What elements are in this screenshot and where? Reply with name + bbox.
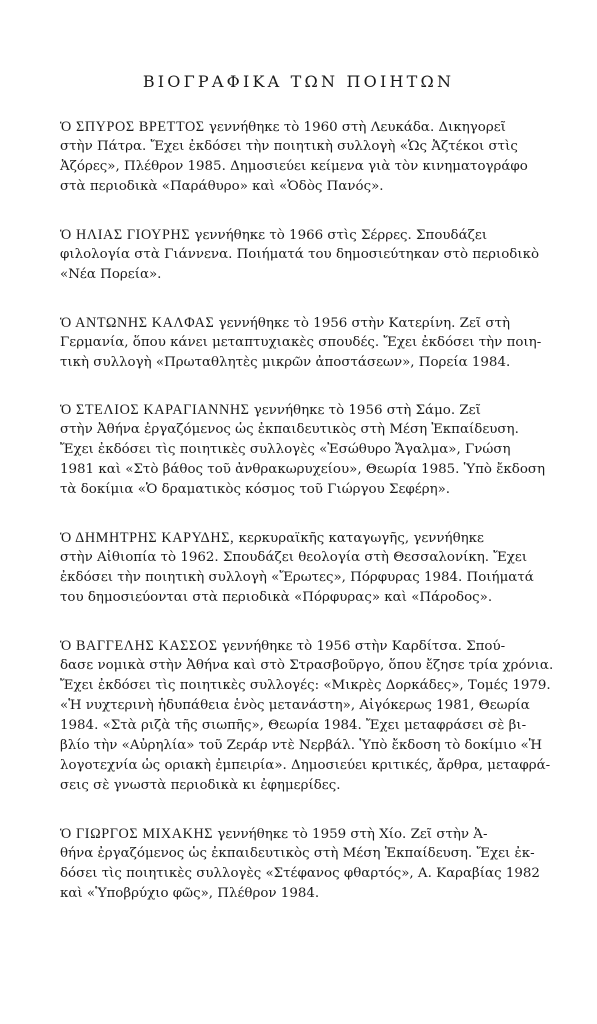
bio-line — [60, 400, 558, 420]
bio-line: φιλολογία στὰ Γιάννενα. Ποιήματά του δημοσιεύτηκαν στὸ περιοδικὸ — [60, 247, 540, 262]
bio-text: γεννήθηκε τὸ 1959 στὴ Χίο. Ζεῖ στὴν Ἀ- — [213, 827, 488, 842]
bio-entry — [60, 117, 558, 197]
bio-line — [60, 225, 558, 245]
bio-line: σεις σὲ γνωστὰ περιοδικὰ κι ἐφημερίδες. — [60, 778, 341, 793]
bio-text: γεννήθηκε τὸ 1966 στὶς Σέρρες. Σπουδάζει — [190, 228, 488, 243]
bio-line: Ἔχει ἐκδόσει τὶς ποιητικὲς συλλογές: «Μικρὲς Δορκάδες», Τομές 1979. — [60, 678, 551, 693]
bio-entry — [60, 636, 558, 796]
bio-line: βλίο τὴν «Αὐρηλία» τοῦ Ζεράρ ντὲ Νερβάλ. Ὑπὸ ἔκδοση τὸ δοκίμιο «Ἡ — [60, 738, 543, 753]
bio-line: τὰ δοκίμια «Ὁ δραματικὸς κόσμος τοῦ Γιώργου Σεφέρη». — [60, 482, 451, 497]
bio-line: στὴν Πάτρα. Ἔχει ἐκδόσει τὴν ποιητικὴ συλλογὴ «Ὡς Ἀζτέκοι στὶς — [60, 139, 518, 154]
bio-text: γεννήθηκε τὸ 1960 στὴ Λευκάδα. Δικηγορεῖ — [204, 120, 506, 135]
bio-line — [60, 636, 558, 656]
bio-line — [60, 528, 558, 548]
bio-line: του δημοσιεύονται στὰ περιοδικὰ «Πόρφυρας» καὶ «Πάροδος». — [60, 590, 493, 605]
bio-line: στὴν Αἰθιοπία τὸ 1962. Σπουδάζει θεολογία στὴ Θεσσαλονίκη. Ἔχει — [60, 550, 528, 565]
bio-line — [60, 313, 558, 333]
bio-entry — [60, 225, 558, 285]
bio-line: στὴν Ἀθήνα ἐργαζόμενος ὡς ἐκπαιδευτικὸς στὴ Μέση Ἐκπαίδευση. — [60, 422, 519, 437]
bio-line: «Νέα Πορεία». — [60, 267, 162, 282]
poet-name: Ὁ ΣΠΥΡΟΣ ΒΡΕΤΤΟΣ — [60, 119, 205, 135]
bio-line: Ἀζόρες», Πλέθρον 1985. Δημοσιεύει κείμενα γιὰ τὸν κινηματογράφο — [60, 159, 528, 174]
bio-line — [60, 824, 558, 844]
poet-name: Ὁ ΣΤΕΛΙΟΣ ΚΑΡΑΓΙΑΝΝΗΣ — [60, 402, 250, 418]
bio-line: Ἔχει ἐκδόσει τὶς ποιητικὲς συλλογὲς «Ἐσώθυρο Ἄγαλμα», Γνώση — [60, 442, 511, 457]
bio-line: καὶ «Ὑποβρύχιο φῶς», Πλέθρον 1984. — [60, 886, 320, 901]
bio-text: κερκυραϊκῆς καταγωγῆς, γεννήθηκε — [234, 531, 484, 546]
bio-entry — [60, 528, 558, 608]
bio-line: στὰ περιοδικὰ «Παράθυρο» καὶ «Ὁδὸς Πανός». — [60, 179, 384, 194]
bio-line: θήνα ἐργαζόμενος ὡς ἐκπαιδευτικὸς στὴ Μέση Ἐκπαίδευση. Ἔχει ἐκ- — [60, 846, 535, 861]
poet-name: Ὁ ΔΗΜΗΤΡΗΣ ΚΑΡΥΔΗΣ, — [60, 530, 235, 546]
poet-name: Ὁ ΒΑΓΓΕΛΗΣ ΚΑΣΣΟΣ — [60, 638, 218, 654]
poet-name: Ὁ ΑΝΤΩΝΗΣ ΚΑΛΦΑΣ — [60, 315, 215, 331]
bio-entry — [60, 824, 558, 904]
poet-name: Ὁ ΗΛΙΑΣ ΓΙΟΥΡΗΣ — [60, 227, 191, 243]
poet-name: Ὁ ΓΙΩΡΓΟΣ ΜΙΧΑΚΗΣ — [60, 826, 214, 842]
bio-entry — [60, 313, 558, 373]
bio-line: τικὴ συλλογὴ «Πρωταθλητὲς μικρῶν ἀποστάσεων», Πορεία 1984. — [60, 355, 511, 370]
bio-line: Γερμανία, ὅπου κάνει μεταπτυχιακὲς σπουδές. Ἔχει ἐκδόσει τὴν ποιη- — [60, 335, 542, 350]
bio-line: 1981 καὶ «Στὸ βάθος τοῦ ἀνθρακωρυχείου», Θεωρία 1985. Ὑπὸ ἔκδοση — [60, 462, 546, 477]
bio-line: «Ἡ νυχτερινὴ ἡδυπάθεια ἑνὸς μετανάστη», Αἰγόκερως 1981, Θεωρία — [60, 698, 530, 713]
page-title: ΒΙΟΓΡΑΦΙΚΑ ΤΩΝ ΠΟΙΗΤΩΝ — [142, 72, 455, 91]
bio-text: γεννήθηκε τὸ 1956 στὴν Κατερίνη. Ζεῖ στὴ — [214, 316, 510, 331]
bio-line: δασε νομικὰ στὴν Ἀθήνα καὶ στὸ Στρασβοῦργο, ὅπου ἔζησε τρία χρόνια. — [60, 658, 554, 673]
bio-text: γεννήθηκε τὸ 1956 στὴ Σάμο. Ζεῖ — [249, 403, 481, 418]
bio-line: λογοτεχνία ὡς οριακὴ ἐμπειρία». Δημοσιεύει κριτικές, ἄρθρα, μεταφρά- — [60, 758, 551, 773]
bio-text: γεννήθηκε τὸ 1956 στὴν Καρδίτσα. Σπού- — [217, 639, 506, 654]
bio-line: 1984. «Στὰ ριζὰ τῆς σιωπῆς», Θεωρία 1984. Ἔχει μεταφράσει σὲ βι- — [60, 718, 527, 733]
bio-line: ἐκδόσει τὴν ποιητικὴ συλλογὴ «Ἔρωτες», Πόρφυρας 1984. Ποιήματά — [60, 570, 534, 585]
bio-entry — [60, 400, 558, 500]
bio-line: δόσει τὶς ποιητικὲς συλλογὲς «Στέφανος φθαρτός», Α. Καραβίας 1982 — [60, 866, 540, 881]
bio-line — [60, 117, 558, 137]
